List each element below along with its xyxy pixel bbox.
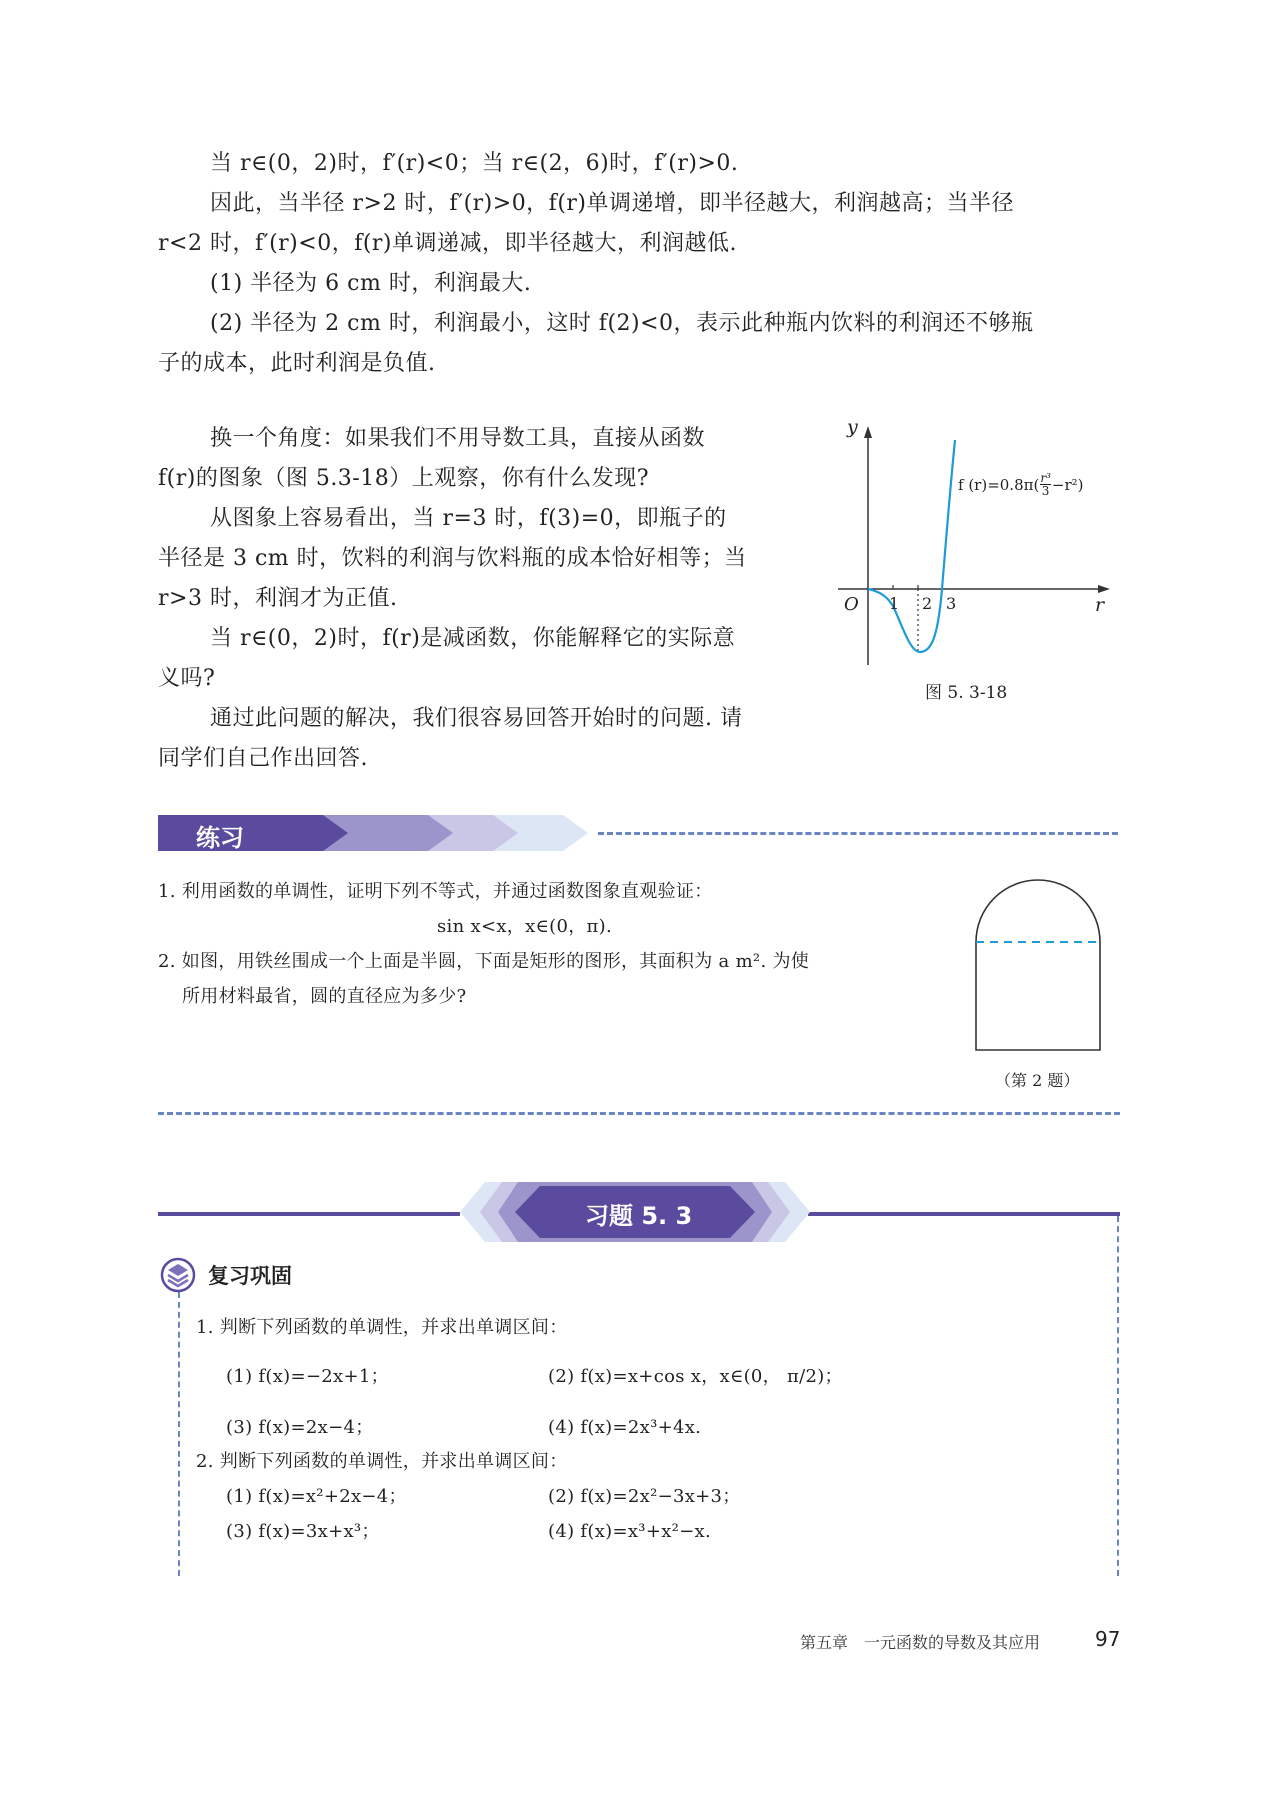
paragraph-line: r<2 时，f′(r)<0，f(r)单调递减，即半径越大，利润越低. [158,231,738,256]
right-border [1117,1216,1119,1576]
paragraph-line: 通过此问题的解决，我们很容易回答开始时的问题. 请 [210,706,743,731]
paragraph-line: 义吗? [158,666,216,691]
q1-item: (4) f(x)=2x³+4x. [548,1417,702,1438]
dashed-divider [158,1112,1120,1115]
paragraph-line: r>3 时，利润才为正值. [158,586,398,611]
paragraph-line: 当 r∈(0，2)时，f(r)是减函数，你能解释它的实际意 [210,626,736,651]
question-2-cont: 所用材料最省，圆的直径应为多少? [182,986,467,1007]
fraction-numerator: r³ [1040,471,1051,485]
paragraph-line: (1) 半径为 6 cm 时，利润最大. [210,271,532,296]
q2-item: (2) f(x)=2x²−3x+3； [548,1486,741,1507]
function-label [958,472,1083,497]
practice-banner-label: 练习 [196,824,244,852]
paragraph-line: 同学们自己作出回答. [158,746,368,771]
question-2: 2. 如图，用铁丝围成一个上面是半圆，下面是矩形的图形，其面积为 a m². 为使 [158,951,810,972]
q2-item: (4) f(x)=x³+x²−x. [548,1521,712,1542]
banner-line-left [158,1212,460,1216]
layers-icon [160,1257,196,1293]
function-label-prefix: f (r)=0.8π( [958,475,1040,494]
exercise-question-1: 1. 判断下列函数的单调性，并求出单调区间： [196,1317,568,1338]
page-number: 97 [1095,1627,1121,1651]
q1-item: (1) f(x)=−2x+1； [226,1366,389,1387]
q1-item: (3) f(x)=2x−4； [226,1417,374,1438]
function-graph-figure [820,416,1120,710]
function-label-suffix: −r²) [1051,475,1084,494]
semicircle-rectangle-figure [960,860,1140,1100]
exercise-question-2: 2. 判断下列函数的单调性，并求出单调区间： [196,1451,568,1472]
question-1: 1. 利用函数的单调性，证明下列不等式，并通过函数图象直观验证： [158,881,713,902]
q1-item: (2) f(x)=x+cos x，x∈(0， π/2)； [548,1366,843,1387]
paragraph-line: 因此，当半径 r>2 时，f′(r)>0，f(r)单调递增，即半径越大，利润越高；当半径 [210,191,1015,216]
practice-banner [158,815,588,851]
x-axis-label: r [1095,594,1105,616]
paragraph-line: f(r)的图象（图 5.3-18）上观察，你有什么发现? [158,466,650,491]
tick-label: 1 [889,594,900,613]
function-graph [820,420,1120,680]
section-title: 复习巩固 [208,1264,292,1288]
q2-item: (1) f(x)=x²+2x−4； [226,1486,407,1507]
paragraph-line: 子的成本，此时利润是负值. [158,351,436,376]
figure-caption: 图 5. 3-18 [925,683,1008,703]
exercise-banner-label: 习题 5. 3 [585,1202,693,1230]
fraction-denominator: 3 [1041,484,1050,498]
paragraph-line: 当 r∈(0，2)时，f′(r)<0；当 r∈(2，6)时，f′(r)>0. [210,151,739,176]
paragraph-line: 换一个角度：如果我们不用导数工具，直接从函数 [210,426,706,451]
q2-item: (3) f(x)=3x+x³； [226,1521,380,1542]
origin-label: O [844,594,859,615]
paragraph-line: 从图象上容易看出，当 r=3 时，f(3)=0，即瓶子的 [210,506,727,531]
figure-caption: （第 2 题） [995,1071,1080,1090]
question-1-formula: sin x<x，x∈(0，π). [437,916,613,937]
tick-label: 3 [946,594,957,613]
chapter-footer: 第五章 一元函数的导数及其应用 [800,1633,1041,1652]
left-border [178,1292,180,1576]
paragraph-line: (2) 半径为 2 cm 时，利润最小，这时 f(2)<0，表示此种瓶内饮料的利润还不够瓶 [210,311,1034,336]
y-axis-label: y [847,416,858,438]
dashed-divider [598,832,1118,835]
tick-label: 2 [922,594,933,613]
paragraph-line: 半径是 3 cm 时，饮料的利润与饮料瓶的成本恰好相等；当 [158,546,747,571]
exercise-banner [460,1182,810,1242]
semicircle-rectangle-diagram [960,860,1140,1060]
fraction [1040,472,1051,497]
banner-line-right [808,1212,1120,1216]
